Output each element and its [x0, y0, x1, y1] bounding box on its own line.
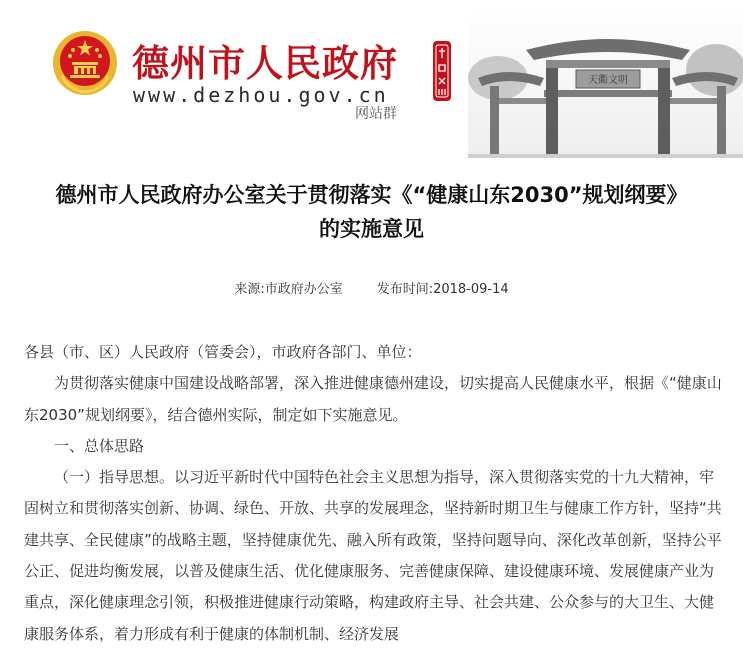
- dezhou-seal-icon: [431, 40, 453, 102]
- intro-paragraph: 为贯彻落实健康中国建设战略部署，深入推进健康德州建设，切实提高人民健康水平，根据《“健康山东2030”规划纲要》，结合德州实际，制定如下实施意见。: [24, 374, 722, 424]
- site-banner: [0, 0, 743, 160]
- gate-plaque-text: 天衢文明: [588, 75, 628, 86]
- section-heading: 一、总体思路: [54, 436, 145, 455]
- article-body: [24, 337, 724, 650]
- article-source: 来源:市政府办公室: [234, 282, 343, 297]
- article-publish-time: 发布时间:2018-09-14: [376, 282, 509, 297]
- article-title: [0, 178, 743, 246]
- site-group-label: 网站群: [355, 106, 397, 122]
- salutation-paragraph: 各县（市、区）人民政府（管委会），市政府各部门、单位：: [24, 343, 422, 361]
- guiding-ideology-paragraph: （一）指导思想。以习近平新时代中国特色社会主义思想为指导，深入贯彻落实党的十九大精神，牢固树立和贯彻落实创新、协调、绿色、开放、共享的发展理念，坚持新时期卫生与健康工作方针，坚持“共建共享、全民健康”的战略主题，坚持健康优先、融入所有政策，坚持问题导向、深化改革创新，坚持公平公正、促进均衡发展，以普及健康生活、优化健康服务、完善健康保障、建设健康环境、发展健康产业为重点，深化健康理念引领，积极推进健康行动策略，构建政府主导、社会共建、公众参与的大卫生、大健康服务体系，着力形成有利于健康的体制机制、经济发展: [24, 468, 722, 643]
- article-title-line2: 的实施意见: [319, 217, 424, 241]
- site-title: 德州市人民政府: [132, 41, 398, 85]
- archway-illustration: [468, 8, 743, 158]
- article-title-line1: 德州市人民政府办公室关于贯彻落实《“健康山东2030”规划纲要》: [55, 183, 688, 207]
- national-emblem-icon: [52, 30, 118, 96]
- site-url[interactable]: www.dezhou.gov.cn: [133, 83, 389, 107]
- article-meta: [0, 278, 743, 297]
